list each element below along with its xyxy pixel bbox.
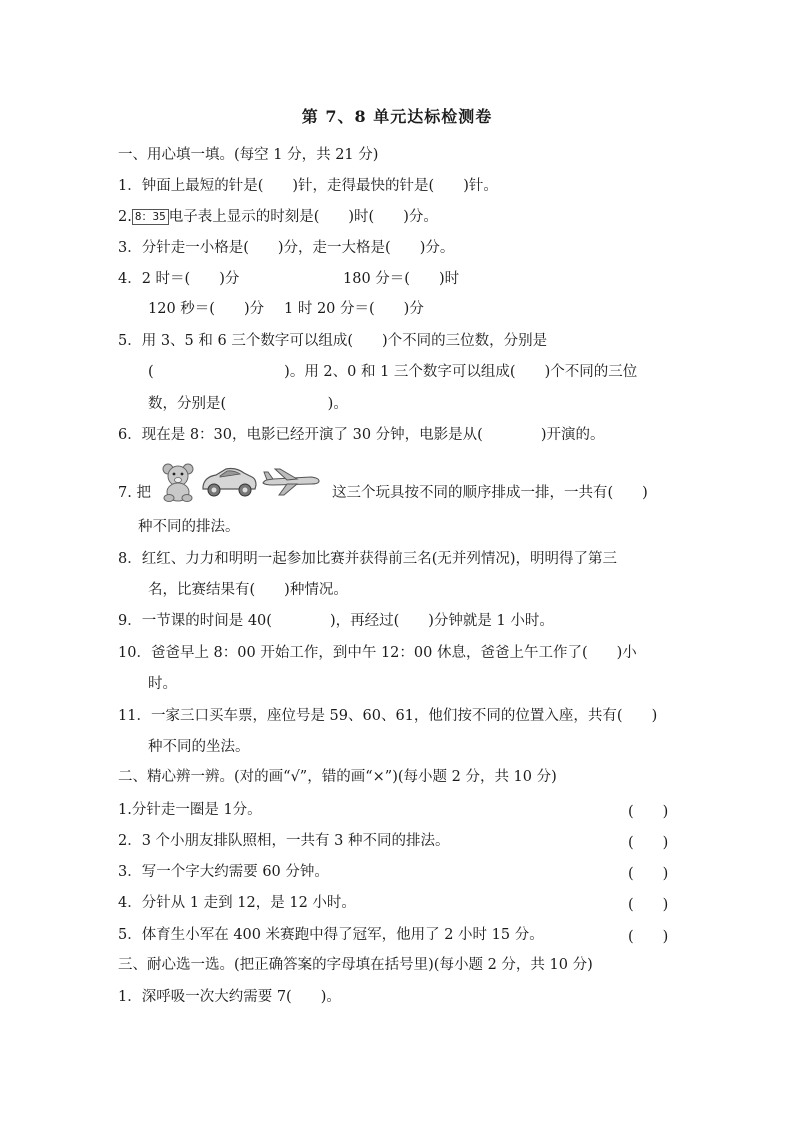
answer-blank-3[interactable]: ( ) [628, 866, 669, 882]
question-1-2 [118, 207, 438, 227]
question-1-4d: 1 时 20 分＝( )分 [284, 301, 424, 317]
question-1-8a: 8．红红、力力和明明一起参加比赛并获得前三名(无并列情况)，明明得了第三 [118, 551, 618, 567]
answer-blank-1[interactable]: ( ) [628, 804, 669, 820]
airplane-icon [261, 465, 321, 497]
question-1-8b: 名，比赛结果有( )种情况。 [148, 582, 348, 598]
question-1-5b: ( )。用 2、0 和 1 三个数字可以组成( )个不同的三位 [148, 364, 638, 380]
question-1-4a: 4．2 时＝( )分 [118, 271, 240, 287]
question-1-10a: 10．爸爸早上 8：00 开始工作，到中午 12：00 休息，爸爸上午工作了( )小 [118, 645, 637, 661]
question-1-5a: 5．用 3、5 和 6 三个数字可以组成( )个不同的三位数，分别是 [118, 333, 548, 349]
judge-item-3: 3．写一个字大约需要 60 分钟。 [118, 864, 329, 880]
judge-item-2: 2．3 个小朋友排队照相，一共有 3 种不同的排法。 [118, 833, 450, 849]
judge-item-5: 5．体育生小军在 400 米赛跑中得了冠军，他用了 2 小时 15 分。 [118, 927, 544, 943]
section-2-heading: 二、精心辨一辨。(对的画“√”，错的画“×”)(每小题 2 分，共 10 分) [118, 769, 557, 785]
question-1-11b: 种不同的坐法。 [148, 739, 250, 755]
question-1-1: 1．钟面上最短的针是( )针，走得最快的针是( )针。 [118, 178, 498, 194]
choice-question-1: 1．深呼吸一次大约需要 7( )。 [118, 989, 341, 1005]
section-1-heading: 一、用心填一填。(每空 1 分，共 21 分) [118, 147, 379, 163]
answer-blank-2[interactable]: ( ) [628, 835, 669, 851]
question-1-4c: 120 秒＝( )分 [148, 301, 265, 317]
question-1-3: 3．分针走一小格是( )分，走一大格是( )分。 [118, 240, 455, 256]
question-text: 电子表上显示的时刻是( )时( )分。 [168, 209, 438, 225]
page-title: 第 7、8 单元达标检测卷 [301, 107, 493, 126]
section-3-heading: 三、耐心选一选。(把正确答案的字母填在括号里)(每小题 2 分，共 10 分) [118, 957, 593, 973]
question-1-7-text: 这三个玩具按不同的顺序排成一排，一共有( ) [332, 485, 648, 501]
toy-car-icon [200, 465, 258, 499]
judge-item-1: 1.分针走一圈是 1分。 [118, 802, 262, 818]
question-1-7b: 种不同的排法。 [138, 519, 240, 535]
answer-blank-5[interactable]: ( ) [628, 929, 669, 945]
question-1-5c: 数，分别是( )。 [148, 396, 348, 412]
answer-blank-4[interactable]: ( ) [628, 897, 669, 913]
question-1-11a: 11．一家三口买车票，座位号是 59、60、61，他们按不同的位置入座，共有( ) [118, 708, 658, 724]
judge-item-4: 4．分针从 1 走到 12，是 12 小时。 [118, 895, 356, 911]
question-1-7-prefix: 7. 把 [118, 485, 151, 501]
question-1-4b: 180 分＝( )时 [343, 271, 460, 287]
digital-clock-display: 8：35 [132, 209, 169, 225]
question-1-6: 6．现在是 8：30，电影已经开演了 30 分钟，电影是从( )开演的。 [118, 427, 605, 443]
question-1-9: 9．一节课的时间是 40( )，再经过( )分钟就是 1 小时。 [118, 613, 554, 629]
question-number: 2. [118, 209, 132, 225]
teddy-bear-icon [160, 462, 196, 502]
question-1-10b: 时。 [148, 676, 177, 692]
